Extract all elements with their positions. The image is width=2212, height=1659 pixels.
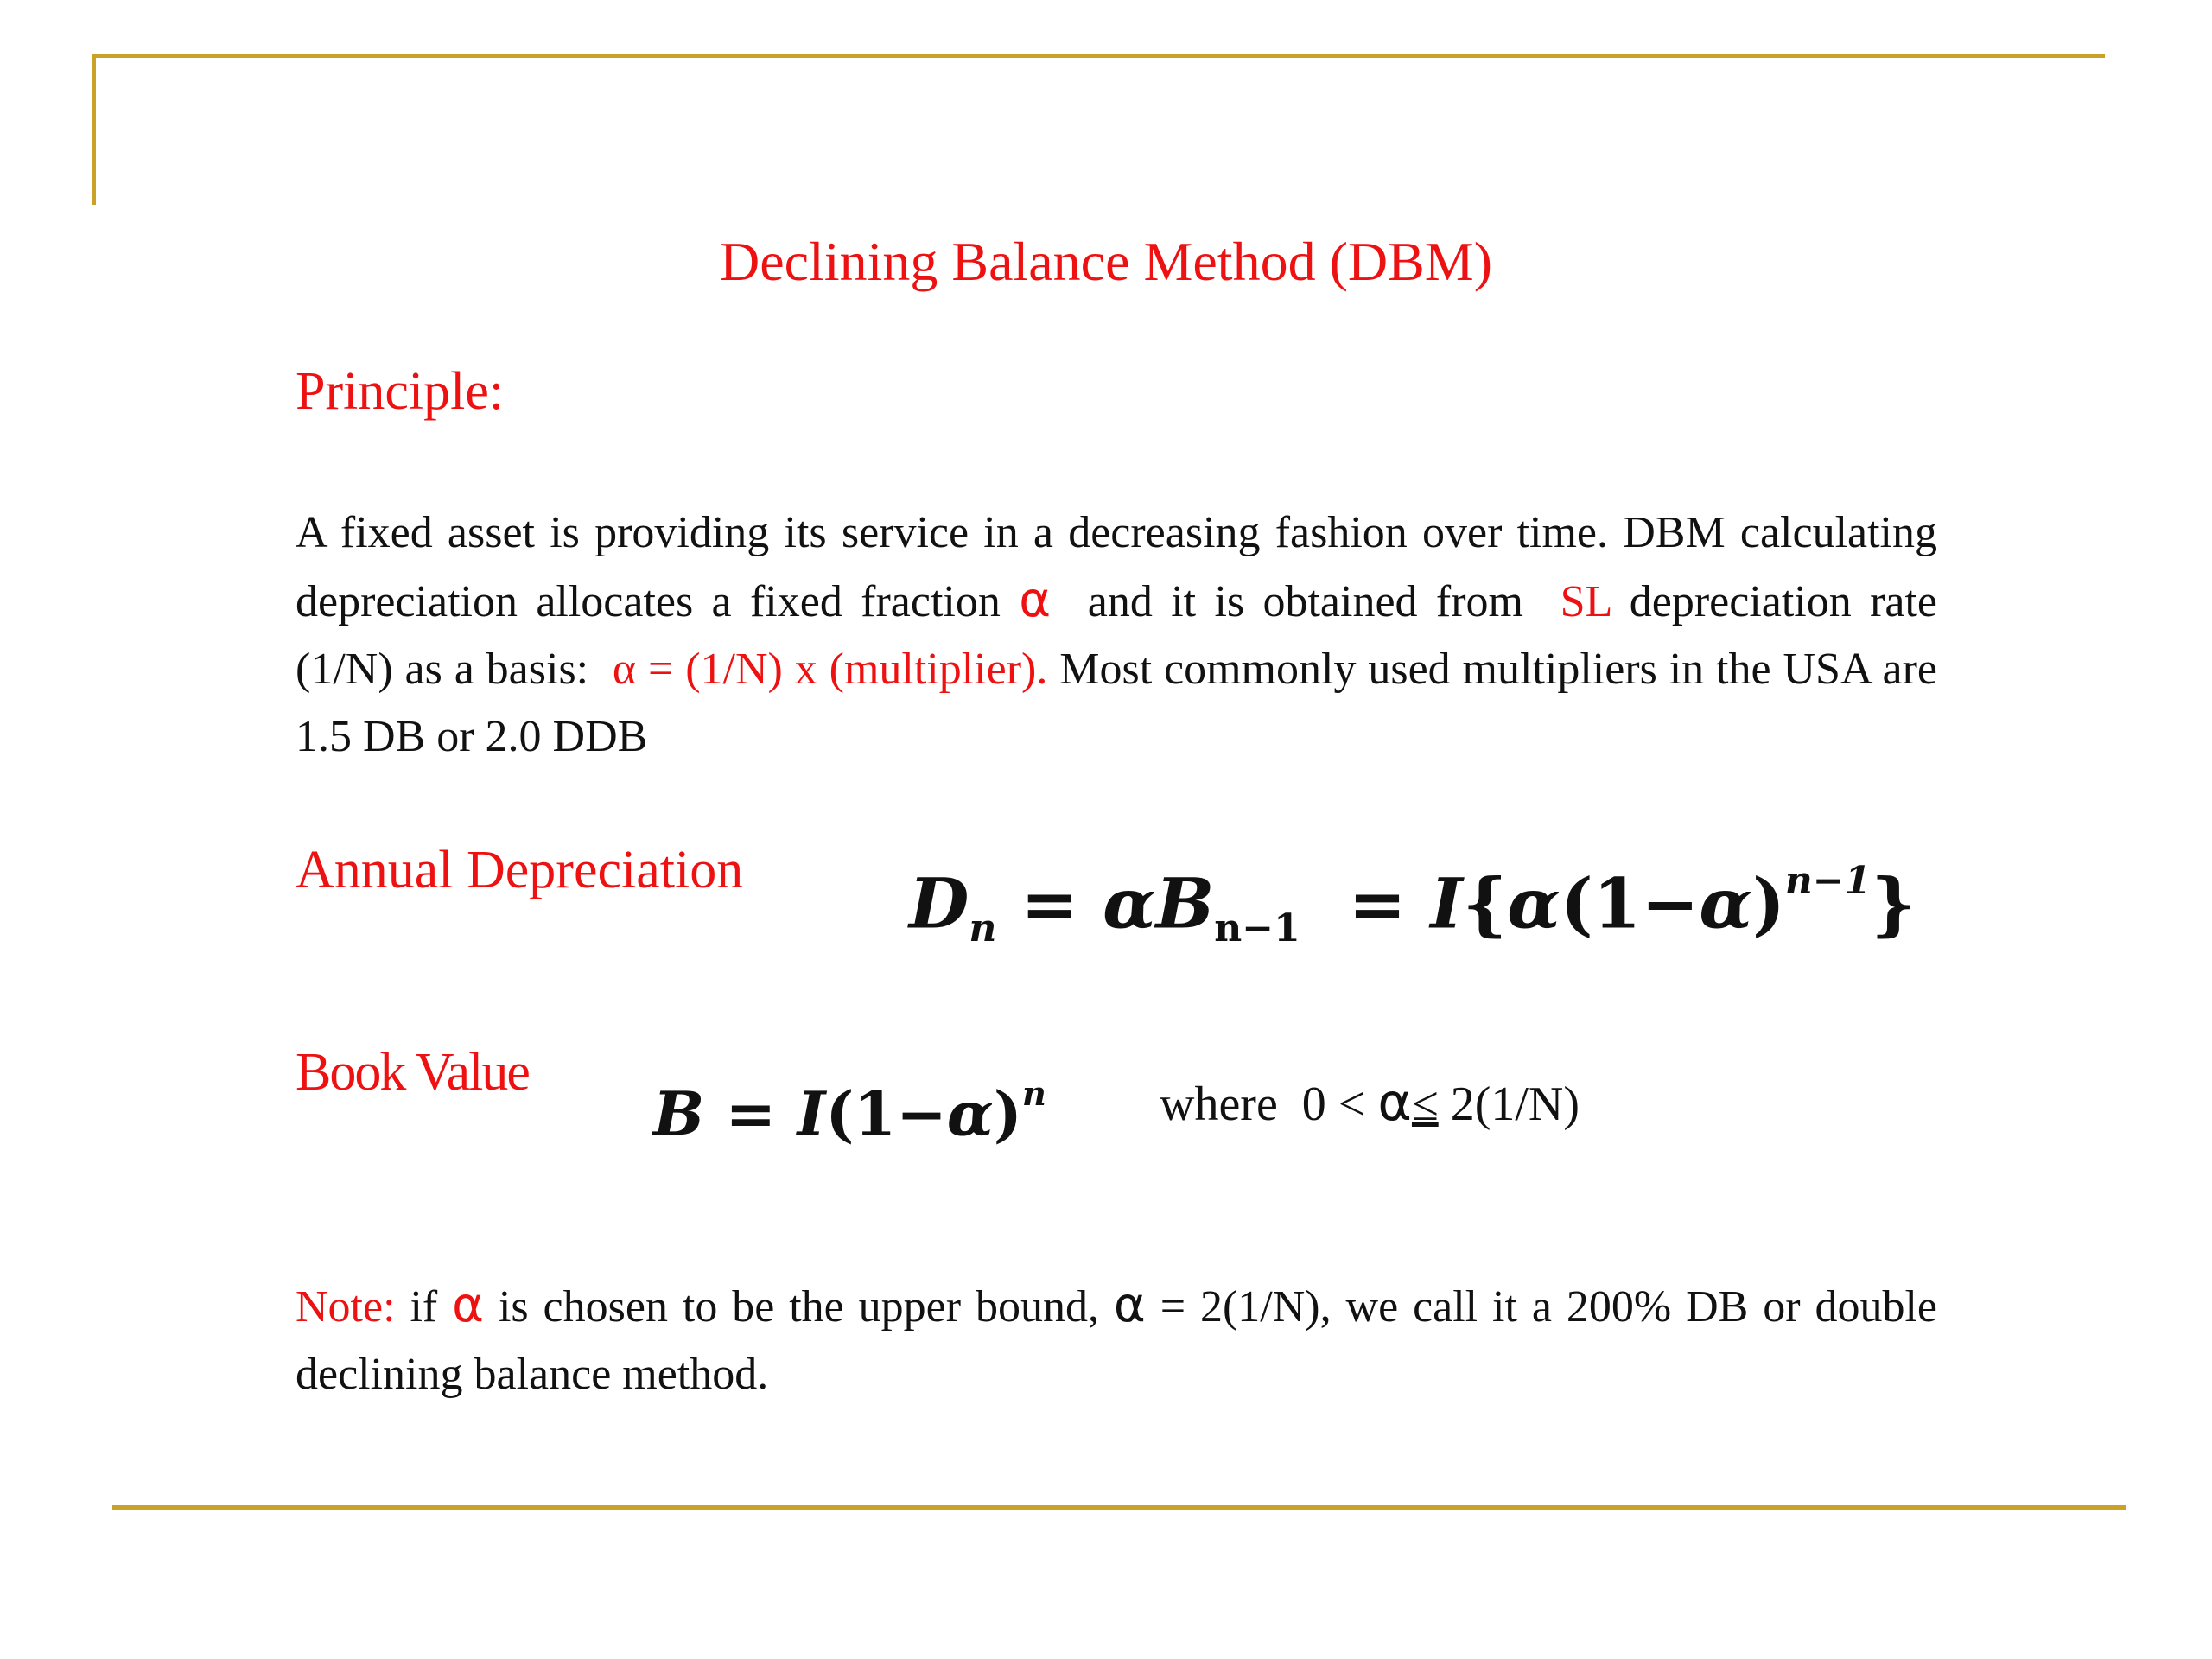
formula-paren-open: ( [1560, 862, 1593, 944]
alpha-definition-formula: α = (1/N) x (multiplier). [612, 645, 1048, 694]
formula-paren-close: ) [1751, 862, 1785, 944]
book-formula-alpha: α [946, 1077, 994, 1150]
top-rule [92, 54, 2105, 58]
formula-d-subscript: n [969, 906, 997, 950]
book-formula-paren-close: ) [993, 1077, 1022, 1150]
annual-depreciation-formula [909, 838, 1916, 972]
alpha-symbol: α [1019, 572, 1052, 628]
note-text-3: = 2(1/N), we call it a 200% DB or double declining balance method. [296, 1282, 1948, 1399]
formula-b-subscript: n−1 [1214, 906, 1300, 950]
book-formula-i: I [797, 1077, 826, 1150]
condition-le: ≤ [1411, 1077, 1439, 1131]
book-value-condition [1160, 1068, 1580, 1139]
annual-depreciation-heading: Annual Depreciation [296, 841, 744, 899]
book-formula-one: 1 [854, 1077, 897, 1150]
condition-where: where 0 < [1160, 1077, 1378, 1131]
note-label: Note: [296, 1282, 396, 1332]
sl-label: SL [1560, 577, 1611, 626]
left-rule [92, 54, 96, 205]
note-text-2: is chosen to be the upper bound, [484, 1282, 1114, 1332]
book-value-formula [653, 1056, 1046, 1154]
formula-brace-close: } [1871, 862, 1916, 944]
book-formula-exponent: n [1021, 1075, 1046, 1114]
condition-rest: 2(1/N) [1438, 1077, 1580, 1131]
formula-inner-alpha: α [1507, 862, 1560, 944]
formula-equals-2: = [1300, 862, 1431, 944]
note-paragraph [296, 1272, 1948, 1408]
note-alpha-1: α [452, 1277, 485, 1333]
slide-title: Declining Balance Method (DBM) [720, 231, 1492, 292]
formula-exponent: n−1 [1784, 859, 1872, 903]
book-formula-minus: − [896, 1077, 947, 1150]
formula-b: B [1155, 862, 1215, 944]
principle-text-3: depreciation rate (1/N) as a basis: [296, 577, 1949, 694]
condition-alpha: α [1377, 1072, 1412, 1133]
formula-equals: = [996, 862, 1103, 944]
principle-text-4: Most commonly used multipliers in the USA are 1.5 DB or 2.0 DDB [296, 645, 1948, 761]
formula-alpha-2: α [1699, 862, 1752, 944]
bottom-rule [112, 1505, 2126, 1510]
formula-minus: − [1641, 862, 1700, 944]
note-text-1: if [395, 1282, 453, 1332]
formula-i: I [1430, 862, 1463, 944]
formula-one: 1 [1592, 862, 1642, 944]
note-alpha-2: α [1113, 1277, 1146, 1333]
book-formula-b: B [653, 1077, 705, 1150]
principle-paragraph [296, 499, 1960, 771]
principle-heading: Principle: [296, 362, 505, 421]
book-value-heading: Book Value [296, 1043, 529, 1102]
principle-text-1: A fixed asset is providing its service in a decreasing fashion over time. DBM calculating depreciation allocates a fixed fraction [296, 508, 1960, 626]
formula-brace-open: { [1462, 862, 1508, 944]
formula-d: D [909, 862, 969, 944]
principle-text-2: and it is obtained from [1051, 577, 1560, 626]
book-formula-paren-open: ( [825, 1077, 855, 1150]
formula-alpha: α [1103, 862, 1156, 944]
book-formula-equals: = [704, 1077, 798, 1150]
